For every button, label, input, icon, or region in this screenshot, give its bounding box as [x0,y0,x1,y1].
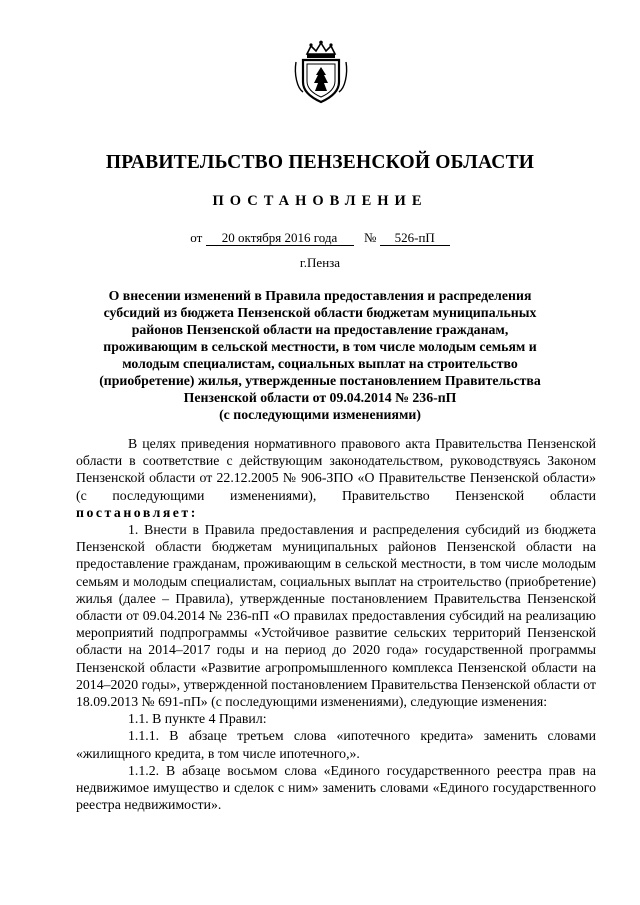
paragraph-item-1: 1. Внести в Правила предоставления и распределения субсидий из бюджета Пензенской области бюджетам муниципальных районов Пензенской области на предоставление гражданам, проживающим в сельской местности, в том числе молодым семьям и молодым специалистам, социальных выплат на строительство (приобретение) жилья (далее – Правила), утвержденные постановлением Правительства Пензенской области от 09.04.2014 № 236-пП «О правилах предоставления субсидий на реализацию мероприятий подпрограммы «Устойчивое развитие сельских территорий Пензенской области на 2014–2017 годы и на период до 2020 года» государственной программы Пензенской области «Развитие агропромышленного комплекса Пензенской области на 2014–2020 годы», утвержденной постановлением Правительства Пензенской области от 18.09.2013 № 691-пП» (с последующими изменениями), следующие изменения: [76,522,596,710]
title-line: О внесении изменений в Правила предоставления и распределения [108,288,532,303]
paragraph-preamble [76,435,596,521]
title-line: (приобретение) жилья, утвержденные постановлением Правительства [99,373,541,388]
date-number-line [0,230,640,246]
paragraph-item-1-1-2: 1.1.2. В абзаце восьмом слова «Единого государственного реестра прав на недвижимое имущество и сделок с ним» заменить словами «Единого государственного реестра недвижимости». [76,762,596,813]
paragraph-item-1-1: 1.1. В пункте 4 Правил: [128,711,267,727]
document-number: 526-пП [380,230,450,246]
decree-word: постановляет: [76,504,198,520]
document-title [80,287,560,423]
number-prefix: № [364,230,377,245]
title-line: молодым специалистам, социальных выплат на строительство [122,356,518,371]
penza-coat-of-arms-icon [293,40,349,104]
title-line: Пензенской области от 09.04.2014 № 236-пП [183,390,457,405]
document-date: 20 октября 2016 года [206,230,354,246]
date-prefix: от [190,230,203,245]
preamble-text: В целях приведения нормативного правового акта Правительства Пензенской области в соответствие с действующим законодательством, руководствуясь Законом Пензенской области от 22.12.2005 № 906-ЗПО «О Правительстве Пензенской области» (с последующими изменениями), Правительство Пензенской области [76,436,596,503]
title-line: проживающим в сельской местности, в том числе молодым семьям и [103,339,537,354]
government-name: ПРАВИТЕЛЬСТВО ПЕНЗЕНСКОЙ ОБЛАСТИ [105,152,535,173]
document-body [76,435,596,813]
document-city: г.Пенза [299,255,341,270]
title-line: (с последующими изменениями) [219,407,421,422]
title-line: субсидий из бюджета Пензенской области бюджетам муниципальных [103,305,537,320]
paragraph-item-1-1-1: 1.1.1. В абзаце третьем слова «ипотечного кредита» заменить словами «жилищного кредита, в том числе ипотечного,». [76,728,596,761]
document-type: ПОСТАНОВЛЕНИЕ [212,193,428,209]
title-line: районов Пензенской области на предоставление гражданам, [131,322,509,337]
